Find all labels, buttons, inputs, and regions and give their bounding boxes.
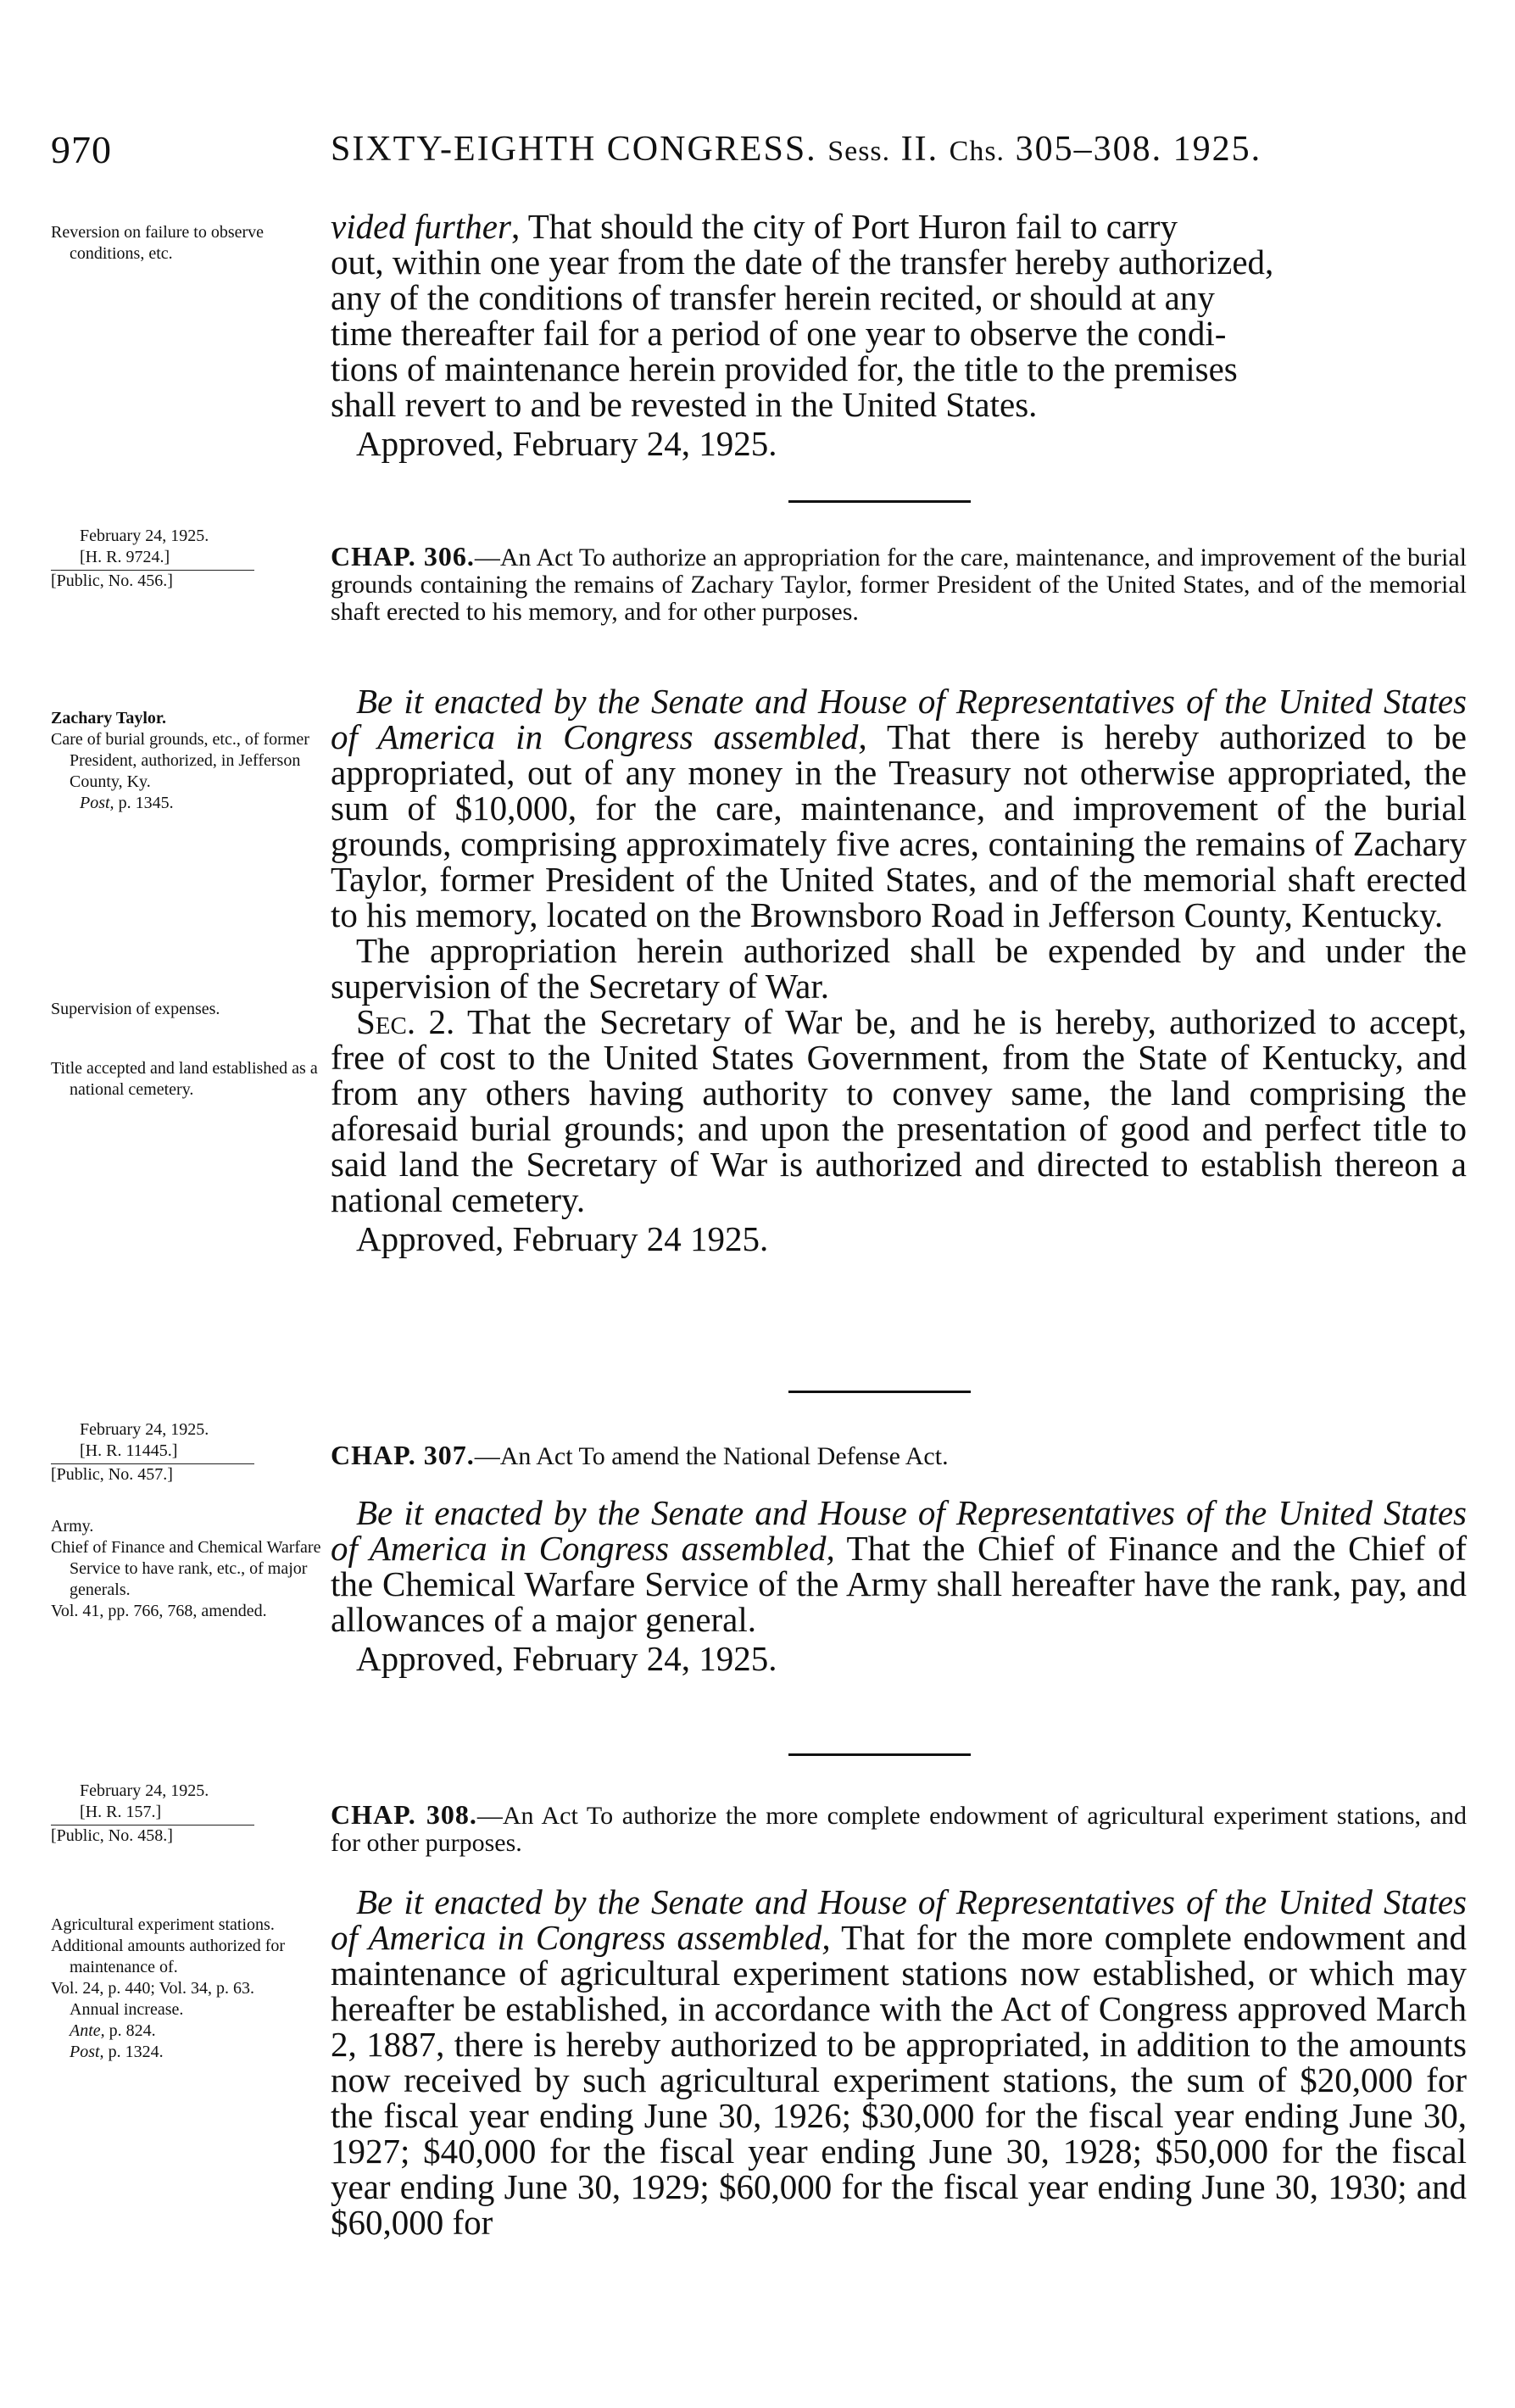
section-divider	[788, 1753, 971, 1756]
intro-line: out, within one year from the date of the transfer hereby authorized,	[331, 242, 1274, 281]
intro-text	[331, 209, 1467, 461]
chap308-body	[331, 1884, 1467, 2240]
chap306-enacting: Be it enacted by the Senate and House of Representatives of the United States of America in Congress assembled, That there is hereby authorized to be appropriated, out of any money in the Treasury not otherwise appropriated, the sum of $10,000, for the care, maintenance, and improvement of the burial grounds, comprising approximately five acres, containing the remains of Zachary Taylor, former President of the United States, and of the memorial shaft erected to his memory, located on the Brownsboro Road in Jefferson County, Kentucky.	[331, 682, 1467, 934]
chap306-body	[331, 683, 1467, 1257]
chap308-margin-notes: Agricultural experiment stations. Additional amounts authorized for maintenance of. Vol. 24, p. 440; Vol. 34, p. 63. Annual increase. Ante, p. 824. Post, p. 1324.	[51, 1915, 286, 2061]
chap308-title	[331, 1801, 1467, 1857]
chap306-approved: Approved, February 24 1925.	[356, 1219, 769, 1258]
chap307-citation: February 24, 1925. [H. R. 11445.] [Public, No. 457.]	[51, 1419, 322, 1485]
chap307-title	[331, 1441, 1467, 1470]
chapters-label: Chs.	[949, 136, 1005, 167]
section-divider	[788, 500, 971, 503]
intro-line: tions of maintenance herein provided for, the title to the premises	[331, 349, 1238, 388]
session-label: Sess.	[827, 136, 891, 167]
chapters-range: 305–308.	[1015, 130, 1163, 169]
intro-line: any of the conditions of transfer herein recited, or should at any	[331, 278, 1215, 317]
chap307-approved: Approved, February 24, 1925.	[356, 1639, 777, 1678]
chap306-title-text: —An Act To authorize an appropriation for the care, maintenance, and improvement of the burial grounds containing the remains of Zachary Taylor, former President of the United States, and of the memorial shaft erected to his memory, and for other purposes.	[331, 543, 1468, 626]
chap308-enacting: Be it enacted by the Senate and House of Representatives of the United States of America in Congress assembled, That for the more complete endowment and maintenance of agricultural experiment stations now established, or which may hereafter be established, in accordance with the Act of Congress approved March 2, 1887, there is hereby authorized to be appropriated, in addition to the amounts now received by such agricultural experiment stations, the sum of $20,000 for the fiscal year ending June 30, 1926; $30,000 for the fiscal year ending June 30, 1927; $40,000 for the fiscal year ending June 30, 1928; $50,000 for the fiscal year ending June 30, 1929; $60,000 for the fiscal year ending June 30, 1930; and $60,000 for	[331, 1882, 1467, 2242]
chap307-margin-notes: Army. Chief of Finance and Chemical Warfare Service to have rank, etc., of major generals. Vol. 41, pp. 766, 768, amended.	[51, 1517, 321, 1620]
chap306-para2: The appropriation herein authorized shall be expended by and under the supervision of the Secretary of War.	[331, 931, 1467, 1006]
header-year: 1925.	[1172, 130, 1262, 169]
chap307-enacting: Be it enacted by the Senate and House of Representatives of the United States of America in Congress assembled, That the Chief of Finance and the Chief of the Chemical Warfare Service of the Army shall hereafter have the rank, pay, and allowances of a major general.	[331, 1493, 1467, 1639]
intro-line: vided further, That should the city of Port Huron fail to carry	[331, 207, 1178, 246]
margin-note-reversion: Reversion on failure to observe conditions, etc.	[51, 223, 265, 263]
margin-note-title-accepted: Title accepted and land established as a national cemetery.	[51, 1059, 318, 1099]
chap306-sec2: Sec. 2. That the Secretary of War be, and he is hereby, authorized to accept, free of cost to the United States Government, from the State of Kentucky, and from any others having authority to convey same, the land comprising the aforesaid burial grounds; and upon the presentation of good and perfect title to said land the Secretary of War is authorized and directed to establish thereon a national cemetery.	[331, 1002, 1467, 1219]
intro-line: time thereafter fail for a period of one year to observe the condi-	[331, 314, 1227, 353]
chap306-title	[331, 543, 1467, 626]
page-number: 970	[51, 128, 112, 171]
chap308-citation: February 24, 1925. [H. R. 157.] [Public, No. 458.]	[51, 1781, 322, 1847]
running-header	[51, 127, 1464, 178]
chap306-margin-notes: Zachary Taylor. Care of burial grounds, etc., of former President, authorized, in Jefferson County, Ky. Post, p. 1345.	[51, 709, 309, 812]
chap306-citation: February 24, 1925. [H. R. 9724.] [Public, No. 456.]	[51, 526, 322, 592]
congress-title: SIXTY-EIGHTH CONGRESS.	[331, 130, 817, 169]
section-divider	[788, 1391, 971, 1393]
intro-approved: Approved, February 24, 1925.	[356, 424, 777, 463]
chap307-body	[331, 1495, 1467, 1676]
chap306-label: CHAP. 306.	[331, 541, 475, 571]
intro-line: shall revert to and be revested in the United States.	[331, 385, 1038, 424]
chap307-title-text: —An Act To amend the National Defense Act.	[474, 1442, 949, 1470]
running-head	[331, 129, 1262, 170]
session-number: II.	[900, 130, 939, 169]
chap307-label: CHAP. 307.	[331, 1440, 475, 1470]
margin-note-supervision: Supervision of expenses.	[51, 1000, 220, 1018]
intro-italic-phrase: vided further	[331, 207, 511, 246]
chap308-label: CHAP. 308.	[331, 1799, 477, 1830]
chap308-title-text: —An Act To authorize the more complete endowment of agricultural experiment stations, and for other purposes.	[331, 1802, 1468, 1857]
